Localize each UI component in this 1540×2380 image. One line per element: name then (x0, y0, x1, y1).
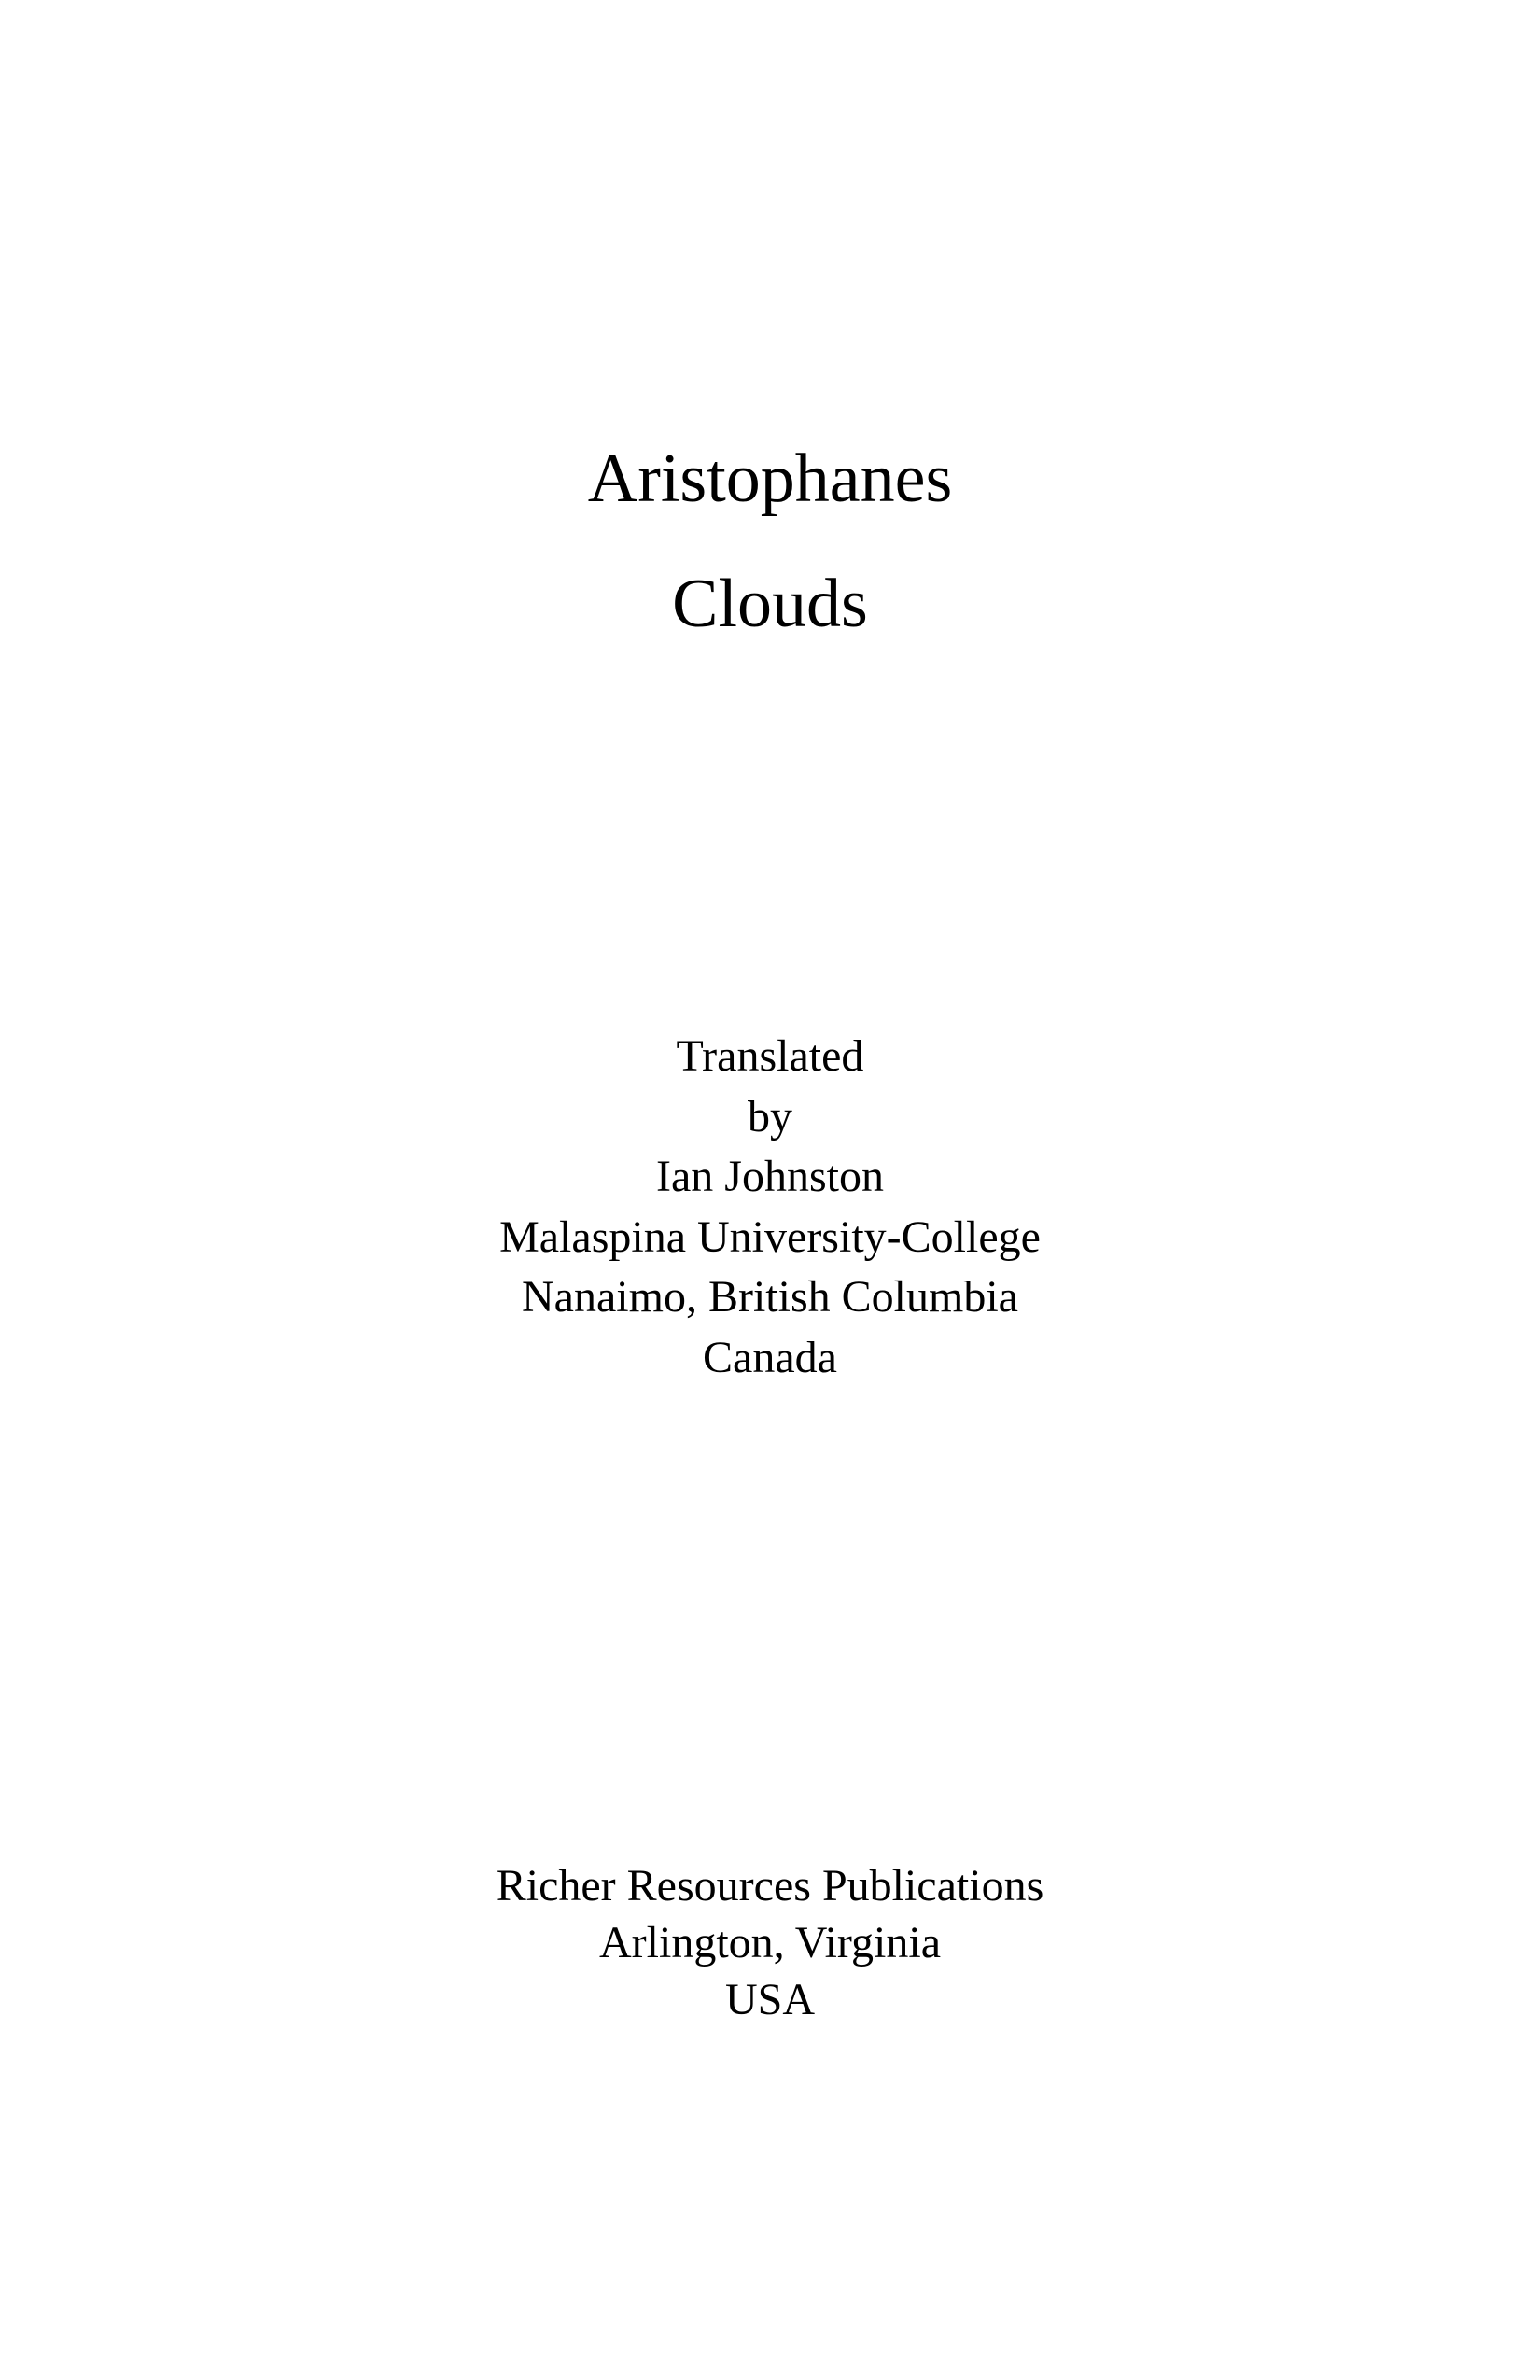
translation-credit (0, 1027, 1540, 1388)
book-title: Clouds (672, 566, 868, 642)
publisher-location: Arlington, Virginia (599, 1918, 941, 1967)
translator-institution: Malaspina University-College (499, 1211, 1041, 1262)
by-label: by (748, 1091, 792, 1141)
translator-location: Nanaimo, British Columbia (522, 1272, 1018, 1322)
publisher-block (0, 1857, 1540, 2028)
translator-country: Canada (703, 1332, 837, 1382)
translator-name: Ian Johnston (656, 1152, 884, 1201)
publisher-name: Richer Resources Publications (496, 1861, 1044, 1911)
translated-label: Translated (676, 1031, 864, 1081)
author-name: Aristophanes (587, 441, 953, 517)
publisher-country: USA (724, 1975, 816, 2024)
